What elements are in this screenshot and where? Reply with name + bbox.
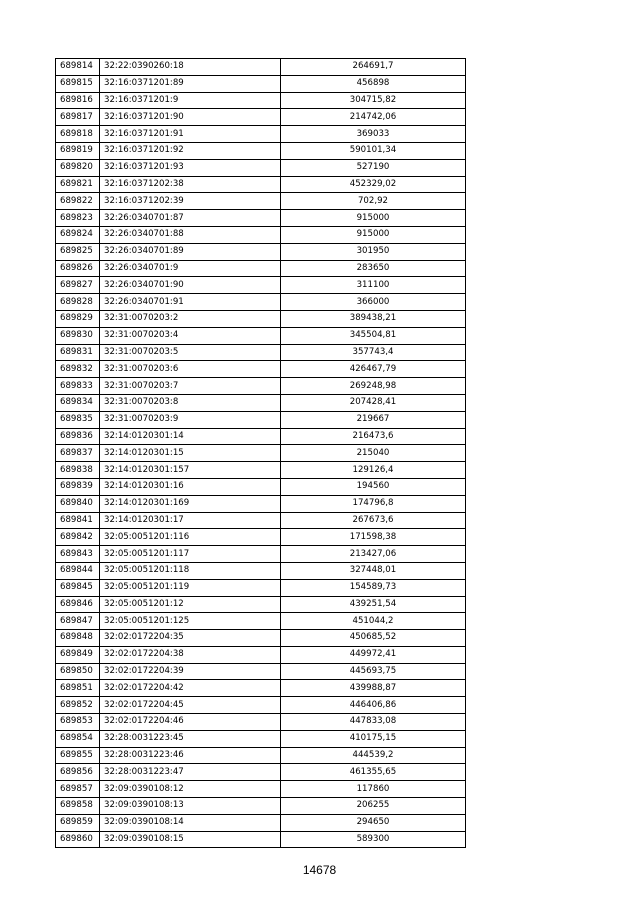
- table-row: [56, 159, 466, 176]
- row-id-cell: 689856: [56, 764, 100, 781]
- value-cell: 345504,81: [281, 327, 466, 344]
- page-number: 14678: [302, 863, 337, 877]
- cadastral-number-cell: 32:02:0172204:45: [100, 697, 281, 714]
- value-cell: 461355,65: [281, 764, 466, 781]
- table-row: [56, 59, 466, 76]
- row-id-cell: 689817: [56, 109, 100, 126]
- table-row: [56, 260, 466, 277]
- table-row: [56, 646, 466, 663]
- cadastral-number-cell: 32:31:0070203:9: [100, 411, 281, 428]
- value-cell: 447833,08: [281, 714, 466, 731]
- table-row: [56, 176, 466, 193]
- table-row: [56, 394, 466, 411]
- cadastral-number-cell: 32:02:0172204:38: [100, 646, 281, 663]
- row-id-cell: 689851: [56, 680, 100, 697]
- value-cell: 449972,41: [281, 646, 466, 663]
- row-id-cell: 689841: [56, 512, 100, 529]
- value-cell: 267673,6: [281, 512, 466, 529]
- value-cell: 702,92: [281, 193, 466, 210]
- cadastral-number-cell: 32:31:0070203:2: [100, 310, 281, 327]
- cadastral-number-cell: 32:26:0340701:9: [100, 260, 281, 277]
- value-cell: 294650: [281, 814, 466, 831]
- row-id-cell: 689815: [56, 75, 100, 92]
- table-row: [56, 294, 466, 311]
- row-id-cell: 689819: [56, 142, 100, 159]
- row-id-cell: 689830: [56, 327, 100, 344]
- table-body: [56, 59, 466, 848]
- value-cell: 117860: [281, 781, 466, 798]
- table-row: [56, 462, 466, 479]
- value-cell: 589300: [281, 831, 466, 848]
- row-id-cell: 689840: [56, 495, 100, 512]
- value-cell: 174796,8: [281, 495, 466, 512]
- row-id-cell: 689858: [56, 798, 100, 815]
- table-row: [56, 730, 466, 747]
- value-cell: 171598,38: [281, 529, 466, 546]
- table-row: [56, 663, 466, 680]
- table-row: [56, 277, 466, 294]
- row-id-cell: 689847: [56, 613, 100, 630]
- row-id-cell: 689834: [56, 394, 100, 411]
- value-cell: 207428,41: [281, 394, 466, 411]
- value-cell: 456898: [281, 75, 466, 92]
- row-id-cell: 689835: [56, 411, 100, 428]
- value-cell: 410175,15: [281, 730, 466, 747]
- cadastral-number-cell: 32:31:0070203:5: [100, 344, 281, 361]
- value-cell: 439251,54: [281, 596, 466, 613]
- value-cell: 590101,34: [281, 142, 466, 159]
- cadastral-number-cell: 32:26:0340701:87: [100, 210, 281, 227]
- cadastral-number-cell: 32:16:0371202:39: [100, 193, 281, 210]
- table-row: [56, 361, 466, 378]
- cadastral-number-cell: 32:31:0070203:8: [100, 394, 281, 411]
- table-row: [56, 764, 466, 781]
- table-row: [56, 428, 466, 445]
- row-id-cell: 689828: [56, 294, 100, 311]
- table-row: [56, 512, 466, 529]
- row-id-cell: 689838: [56, 462, 100, 479]
- value-cell: 327448,01: [281, 562, 466, 579]
- table-row: [56, 613, 466, 630]
- row-id-cell: 689844: [56, 562, 100, 579]
- table-row: [56, 411, 466, 428]
- row-id-cell: 689818: [56, 126, 100, 143]
- table-row: [56, 680, 466, 697]
- row-id-cell: 689826: [56, 260, 100, 277]
- row-id-cell: 689850: [56, 663, 100, 680]
- value-cell: 389438,21: [281, 310, 466, 327]
- value-cell: 369033: [281, 126, 466, 143]
- row-id-cell: 689836: [56, 428, 100, 445]
- cadastral-number-cell: 32:28:0031223:47: [100, 764, 281, 781]
- table-row: [56, 193, 466, 210]
- value-cell: 194560: [281, 478, 466, 495]
- table-row: [56, 714, 466, 731]
- row-id-cell: 689843: [56, 546, 100, 563]
- row-id-cell: 689816: [56, 92, 100, 109]
- table-row: [56, 210, 466, 227]
- table-row: [56, 75, 466, 92]
- cadastral-number-cell: 32:02:0172204:46: [100, 714, 281, 731]
- cadastral-number-cell: 32:09:0390108:13: [100, 798, 281, 815]
- table-row: [56, 562, 466, 579]
- value-cell: 311100: [281, 277, 466, 294]
- table-row: [56, 142, 466, 159]
- cadastral-number-cell: 32:26:0340701:88: [100, 226, 281, 243]
- cadastral-number-cell: 32:14:0120301:15: [100, 445, 281, 462]
- table-row: [56, 831, 466, 848]
- value-cell: 452329,02: [281, 176, 466, 193]
- value-cell: 283650: [281, 260, 466, 277]
- table-row: [56, 478, 466, 495]
- cadastral-number-cell: 32:02:0172204:35: [100, 630, 281, 647]
- value-cell: 446406,86: [281, 697, 466, 714]
- table-row: [56, 781, 466, 798]
- table-row: [56, 747, 466, 764]
- cadastral-number-cell: 32:02:0172204:42: [100, 680, 281, 697]
- row-id-cell: 689852: [56, 697, 100, 714]
- cadastral-number-cell: 32:22:0390260:18: [100, 59, 281, 76]
- value-cell: 219667: [281, 411, 466, 428]
- cadastral-number-cell: 32:16:0371201:9: [100, 92, 281, 109]
- row-id-cell: 689825: [56, 243, 100, 260]
- cadastral-number-cell: 32:26:0340701:90: [100, 277, 281, 294]
- table-row: [56, 310, 466, 327]
- cadastral-number-cell: 32:31:0070203:7: [100, 378, 281, 395]
- cadastral-number-cell: 32:05:0051201:119: [100, 579, 281, 596]
- cadastral-number-cell: 32:02:0172204:39: [100, 663, 281, 680]
- value-cell: 304715,82: [281, 92, 466, 109]
- table-row: [56, 92, 466, 109]
- row-id-cell: 689823: [56, 210, 100, 227]
- cadastral-number-cell: 32:26:0340701:89: [100, 243, 281, 260]
- table-row: [56, 529, 466, 546]
- cadastral-number-cell: 32:16:0371201:91: [100, 126, 281, 143]
- cadastral-number-cell: 32:14:0120301:16: [100, 478, 281, 495]
- cadastral-number-cell: 32:16:0371201:93: [100, 159, 281, 176]
- value-cell: 915000: [281, 226, 466, 243]
- value-cell: 357743,4: [281, 344, 466, 361]
- row-id-cell: 689814: [56, 59, 100, 76]
- row-id-cell: 689822: [56, 193, 100, 210]
- row-id-cell: 689831: [56, 344, 100, 361]
- value-cell: 264691,7: [281, 59, 466, 76]
- table-row: [56, 327, 466, 344]
- value-cell: 445693,75: [281, 663, 466, 680]
- table-row: [56, 697, 466, 714]
- row-id-cell: 689853: [56, 714, 100, 731]
- table-row: [56, 596, 466, 613]
- value-cell: 216473,6: [281, 428, 466, 445]
- value-cell: 450685,52: [281, 630, 466, 647]
- row-id-cell: 689849: [56, 646, 100, 663]
- value-cell: 301950: [281, 243, 466, 260]
- row-id-cell: 689820: [56, 159, 100, 176]
- table-row: [56, 546, 466, 563]
- row-id-cell: 689827: [56, 277, 100, 294]
- cadastral-number-cell: 32:05:0051201:118: [100, 562, 281, 579]
- table-row: [56, 445, 466, 462]
- table-row: [56, 344, 466, 361]
- row-id-cell: 689857: [56, 781, 100, 798]
- value-cell: 129126,4: [281, 462, 466, 479]
- data-table: [55, 58, 466, 848]
- row-id-cell: 689846: [56, 596, 100, 613]
- row-id-cell: 689821: [56, 176, 100, 193]
- table-row: [56, 814, 466, 831]
- row-id-cell: 689848: [56, 630, 100, 647]
- value-cell: 206255: [281, 798, 466, 815]
- cadastral-number-cell: 32:16:0371202:38: [100, 176, 281, 193]
- cadastral-number-cell: 32:31:0070203:6: [100, 361, 281, 378]
- value-cell: 214742,06: [281, 109, 466, 126]
- row-id-cell: 689824: [56, 226, 100, 243]
- table-row: [56, 378, 466, 395]
- row-id-cell: 689832: [56, 361, 100, 378]
- table-row: [56, 630, 466, 647]
- cadastral-number-cell: 32:09:0390108:14: [100, 814, 281, 831]
- row-id-cell: 689839: [56, 478, 100, 495]
- value-cell: 269248,98: [281, 378, 466, 395]
- row-id-cell: 689837: [56, 445, 100, 462]
- cadastral-number-cell: 32:14:0120301:169: [100, 495, 281, 512]
- cadastral-number-cell: 32:09:0390108:12: [100, 781, 281, 798]
- cadastral-number-cell: 32:05:0051201:12: [100, 596, 281, 613]
- cadastral-number-cell: 32:28:0031223:46: [100, 747, 281, 764]
- table-row: [56, 798, 466, 815]
- value-cell: 527190: [281, 159, 466, 176]
- cadastral-number-cell: 32:14:0120301:157: [100, 462, 281, 479]
- cadastral-number-cell: 32:28:0031223:45: [100, 730, 281, 747]
- value-cell: 439988,87: [281, 680, 466, 697]
- row-id-cell: 689842: [56, 529, 100, 546]
- row-id-cell: 689829: [56, 310, 100, 327]
- value-cell: 213427,06: [281, 546, 466, 563]
- row-id-cell: 689854: [56, 730, 100, 747]
- table-row: [56, 579, 466, 596]
- row-id-cell: 689855: [56, 747, 100, 764]
- cadastral-number-cell: 32:16:0371201:89: [100, 75, 281, 92]
- value-cell: 215040: [281, 445, 466, 462]
- table-row: [56, 243, 466, 260]
- cadastral-number-cell: 32:05:0051201:117: [100, 546, 281, 563]
- value-cell: 366000: [281, 294, 466, 311]
- table-row: [56, 109, 466, 126]
- table-row: [56, 226, 466, 243]
- cadastral-number-cell: 32:26:0340701:91: [100, 294, 281, 311]
- cadastral-number-cell: 32:14:0120301:17: [100, 512, 281, 529]
- value-cell: 426467,79: [281, 361, 466, 378]
- value-cell: 451044,2: [281, 613, 466, 630]
- cadastral-number-cell: 32:09:0390108:15: [100, 831, 281, 848]
- cadastral-number-cell: 32:14:0120301:14: [100, 428, 281, 445]
- row-id-cell: 689860: [56, 831, 100, 848]
- row-id-cell: 689845: [56, 579, 100, 596]
- cadastral-number-cell: 32:16:0371201:90: [100, 109, 281, 126]
- value-cell: 444539,2: [281, 747, 466, 764]
- table-row: [56, 126, 466, 143]
- table-row: [56, 495, 466, 512]
- value-cell: 915000: [281, 210, 466, 227]
- row-id-cell: 689833: [56, 378, 100, 395]
- cadastral-number-cell: 32:05:0051201:116: [100, 529, 281, 546]
- value-cell: 154589,73: [281, 579, 466, 596]
- cadastral-number-cell: 32:05:0051201:125: [100, 613, 281, 630]
- row-id-cell: 689859: [56, 814, 100, 831]
- cadastral-number-cell: 32:16:0371201:92: [100, 142, 281, 159]
- cadastral-number-cell: 32:31:0070203:4: [100, 327, 281, 344]
